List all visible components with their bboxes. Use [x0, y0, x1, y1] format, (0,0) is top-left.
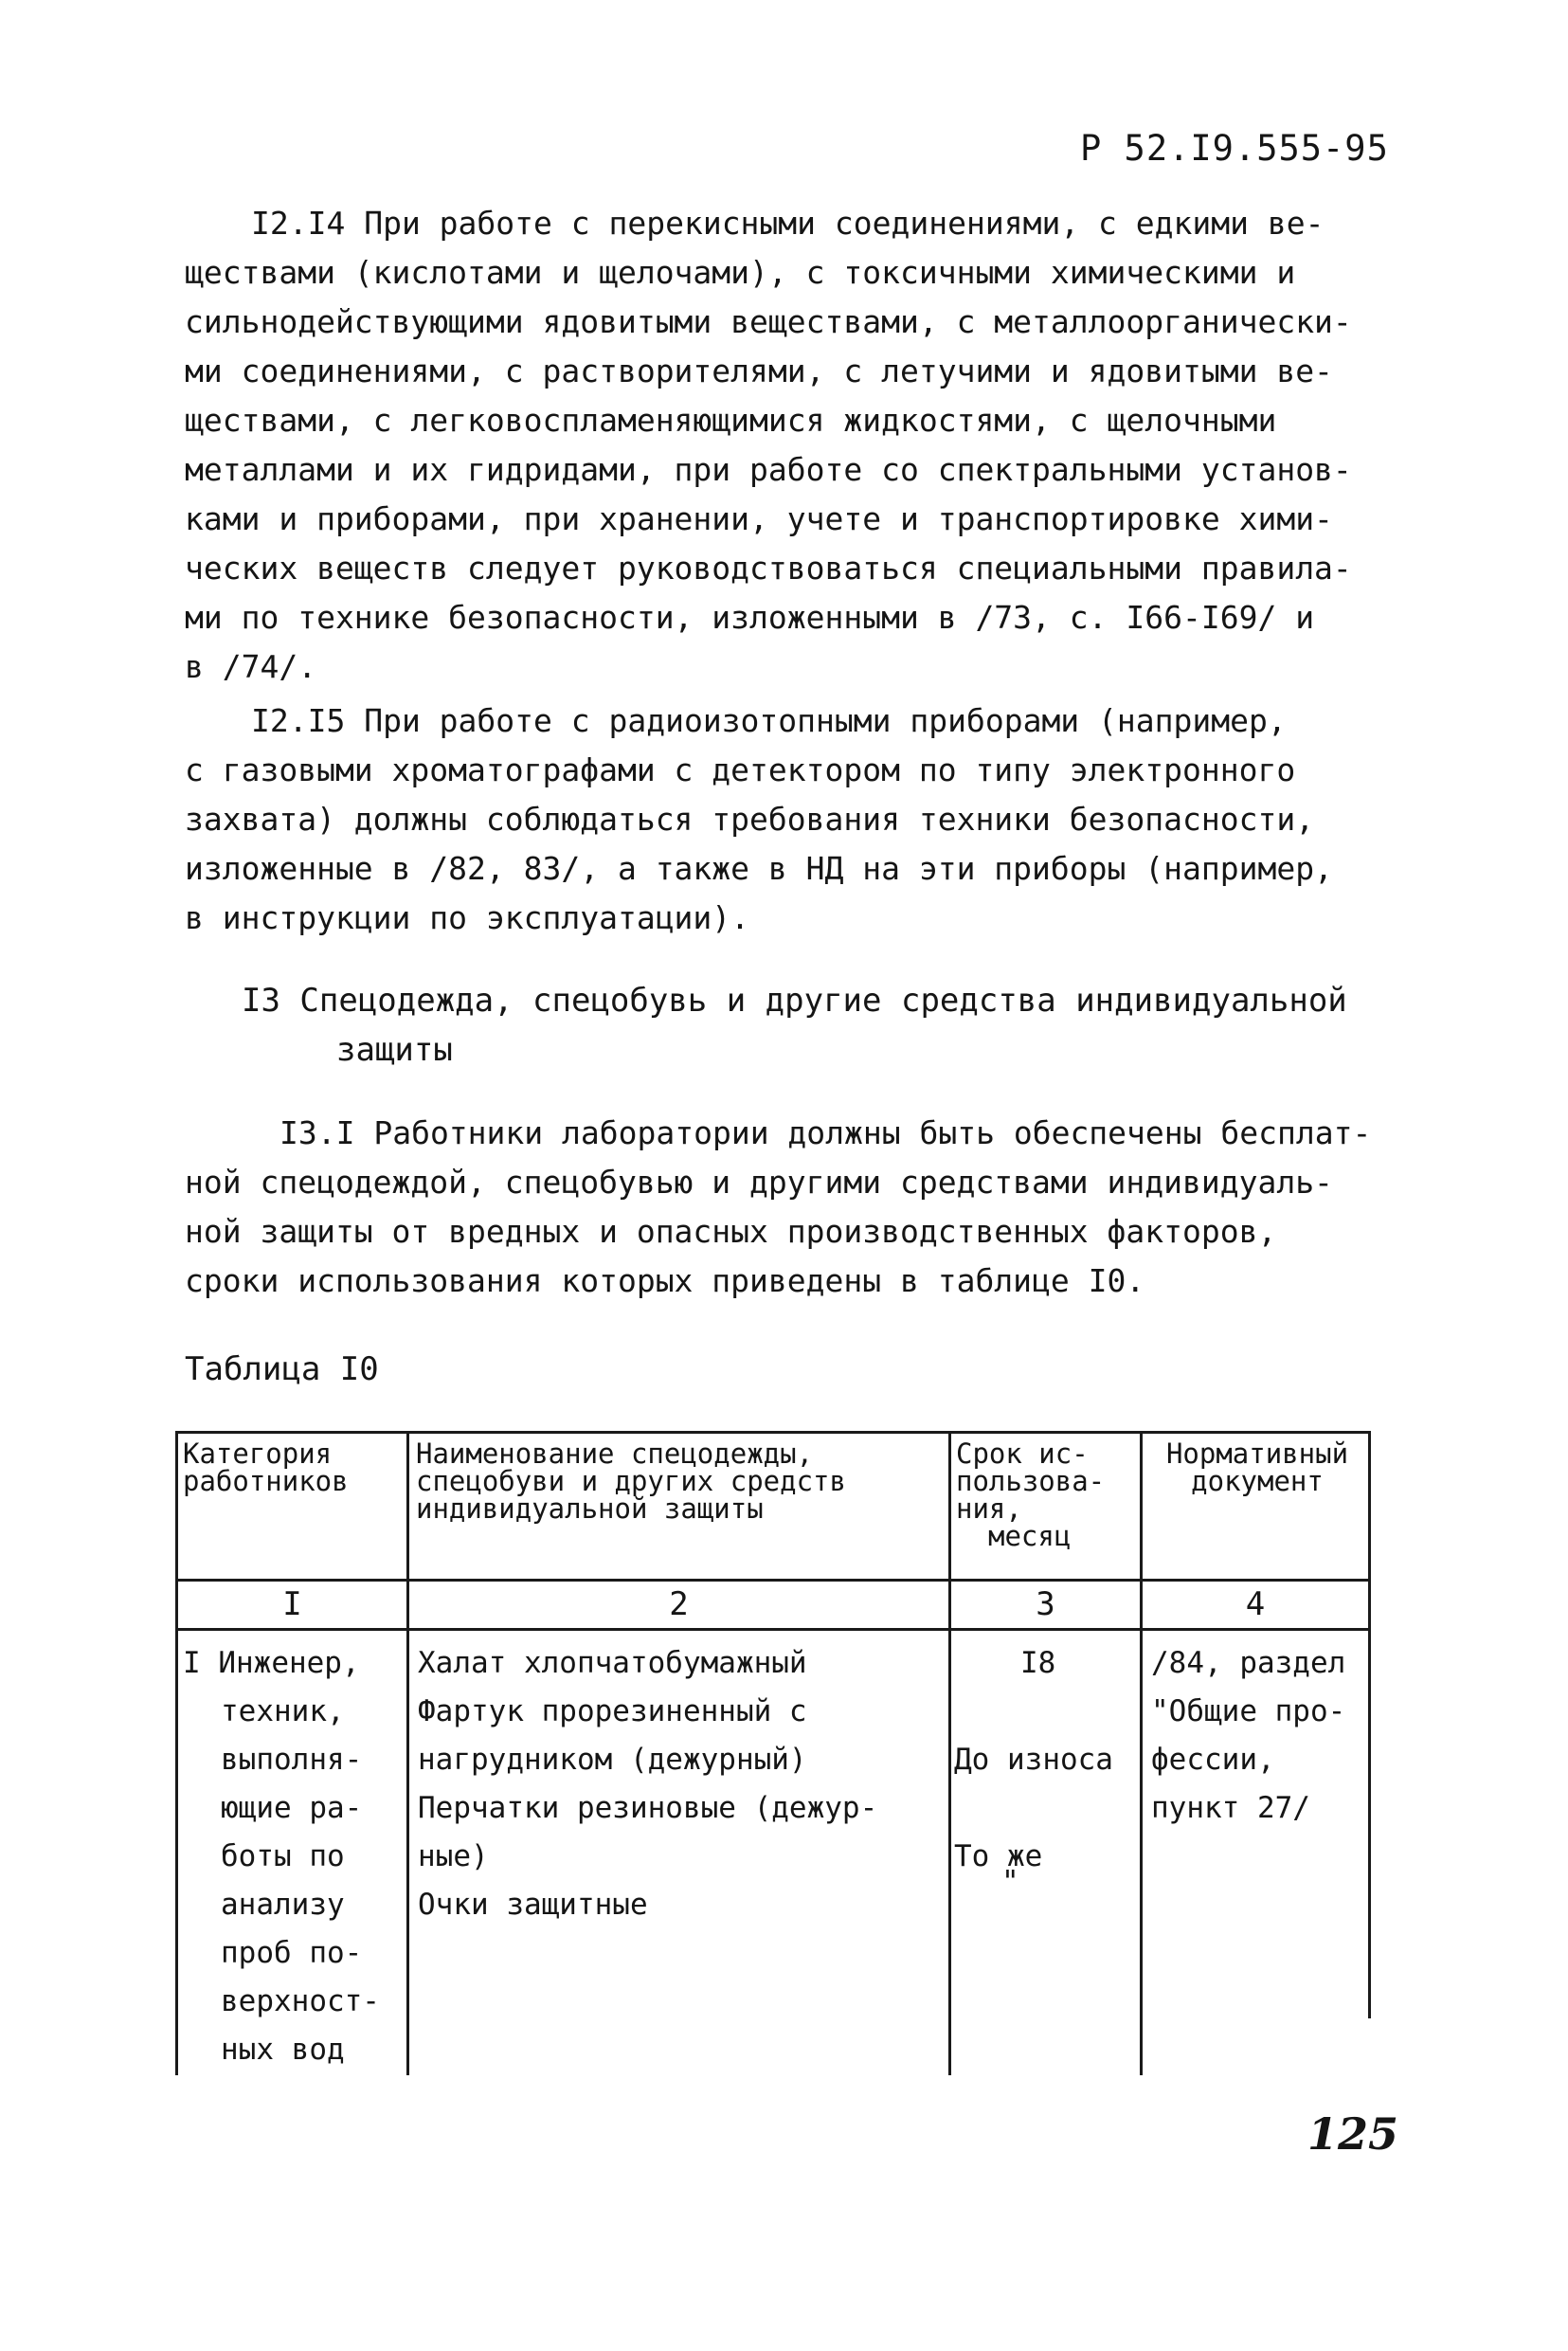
header-category — [183, 1440, 403, 1495]
cell-line: проб по- — [221, 1936, 363, 1970]
cell-line: Перчатки резиновые (дежур- — [418, 1791, 878, 1825]
column-number: 4 — [1245, 1585, 1266, 1623]
table-column-border — [175, 1431, 178, 2075]
text-line: I3.I Работники лаборатории должны быть обеспечены бесплат- — [279, 1114, 1372, 1151]
cell-line: I Инженер, — [183, 1646, 360, 1680]
text-line: ной спецодеждой, спецобувью и другими средствами индивидуаль- — [185, 1164, 1333, 1201]
header-line: Срок ис- — [956, 1438, 1089, 1470]
cell-line: Халат хлопчатобумажный — [418, 1646, 807, 1680]
header-line: Наименование спецодежды, — [416, 1438, 814, 1470]
cell-line: верхност- — [221, 1984, 380, 2018]
paragraph-12-14 — [185, 199, 1388, 692]
header-line: спецобуви и других средств — [416, 1465, 846, 1497]
text-line: ческих веществ следует руководствоваться специальными правила- — [185, 550, 1352, 587]
table-10 — [175, 1431, 1371, 2075]
items-cell — [418, 1639, 946, 1929]
header-line: пользова- — [956, 1465, 1106, 1497]
text-line: ками и приборами, при хранении, учете и транспортировке хими- — [185, 500, 1333, 537]
cell-line: анализу — [221, 1888, 345, 1922]
heading-line: защиты — [336, 1031, 453, 1069]
cell-line: /84, раздел — [1151, 1646, 1346, 1680]
text-line: захвата) должны соблюдаться требования техники безопасности, — [185, 801, 1315, 838]
document-cell — [1151, 1639, 1369, 1833]
paragraph-13-1 — [185, 1109, 1388, 1306]
cell-line: пункт 27/ — [1151, 1791, 1310, 1825]
header-item-name — [416, 1440, 946, 1523]
table-column-border — [948, 1431, 951, 2075]
cell-line: ные) — [418, 1839, 489, 1873]
table-top-border — [175, 1431, 1371, 1434]
text-line: ществами, с легковоспламеняющимися жидкостями, с щелочными — [185, 402, 1277, 439]
cell-line: нагрудником (дежурный) — [418, 1743, 807, 1777]
table-number-divider — [175, 1628, 1371, 1631]
cell-line: Фартук прорезиненный с — [418, 1694, 807, 1728]
cell-line: I8 — [1020, 1646, 1056, 1680]
table-column-border — [406, 1431, 409, 2075]
paragraph-12-15 — [185, 696, 1388, 943]
cell-line: Очки защитные — [418, 1888, 648, 1922]
text-line: ми по технике безопасности, изложенными в /73, с. I66-I69/ и — [185, 599, 1315, 636]
table-header-divider — [175, 1579, 1371, 1582]
cell-line: "Общие про- — [1151, 1694, 1346, 1728]
table-column-border — [1140, 1431, 1143, 2075]
header-term — [956, 1440, 1136, 1550]
text-line: сильнодействующими ядовитыми веществами, с металлоорганически- — [185, 303, 1352, 340]
header-line: месяц — [988, 1520, 1072, 1552]
cell-line: То же — [954, 1839, 1043, 1873]
cell-line: фессии, — [1151, 1743, 1275, 1777]
cell-line: техник, — [221, 1694, 345, 1728]
header-document — [1147, 1440, 1367, 1495]
heading-line: I3 Спецодежда, спецобувь и другие средства индивидуальной — [242, 982, 1347, 1020]
column-number: 3 — [1036, 1585, 1055, 1623]
text-line: ми соединениями, с растворителями, с летучими и ядовитыми ве- — [185, 353, 1333, 389]
cell-line: выполня- — [221, 1743, 363, 1777]
cell-line: ных вод — [221, 2033, 345, 2067]
text-line: металлами и их гидридами, при работе со спектральными установ- — [185, 451, 1352, 488]
text-line: в инструкции по эксплуатации). — [185, 899, 750, 936]
text-line: с газовыми хроматографами с детектором по типу электронного — [185, 751, 1296, 788]
document-id: Р 52.I9.555-95 — [1080, 128, 1389, 169]
header-line: работников — [183, 1465, 349, 1497]
text-line: ной защиты от вредных и опасных производственных факторов, — [185, 1213, 1277, 1250]
column-number: I — [282, 1585, 302, 1623]
column-number: 2 — [669, 1585, 689, 1623]
text-line: в /74/. — [185, 648, 317, 685]
header-line: документ — [1191, 1465, 1324, 1497]
cell-line: До износа — [954, 1743, 1113, 1777]
text-line: ществами (кислотами и щелочами), с токсичными химическими и — [185, 254, 1296, 291]
header-line: Категория — [183, 1438, 333, 1470]
cell-line: боты по — [221, 1839, 345, 1873]
page-number: 125 — [1307, 2108, 1399, 2160]
header-line: Нормативный — [1165, 1438, 1349, 1470]
cell-line: ющие ра- — [221, 1791, 363, 1825]
text-line: изложенные в /82, 83/, а также в НД на эти приборы (например, — [185, 850, 1333, 887]
category-cell — [183, 1639, 405, 2074]
header-line: ния, — [956, 1492, 1022, 1525]
cell-line: " — [1001, 1865, 1019, 1899]
text-line: I2.I5 При работе с радиоизотопными приборами (например, — [251, 702, 1287, 739]
terms-cell — [954, 1639, 1140, 1907]
header-line: индивидуальной защиты — [416, 1492, 764, 1525]
section-13-heading — [242, 976, 1416, 1075]
cell-line — [954, 1784, 1140, 1833]
text-line: I2.I4 При работе с перекисными соединениями, с едкими ве- — [251, 205, 1325, 242]
table-caption: Таблица I0 — [185, 1350, 379, 1388]
text-line: сроки использования которых приведены в таблице I0. — [185, 1262, 1145, 1299]
cell-line — [954, 1688, 1140, 1736]
